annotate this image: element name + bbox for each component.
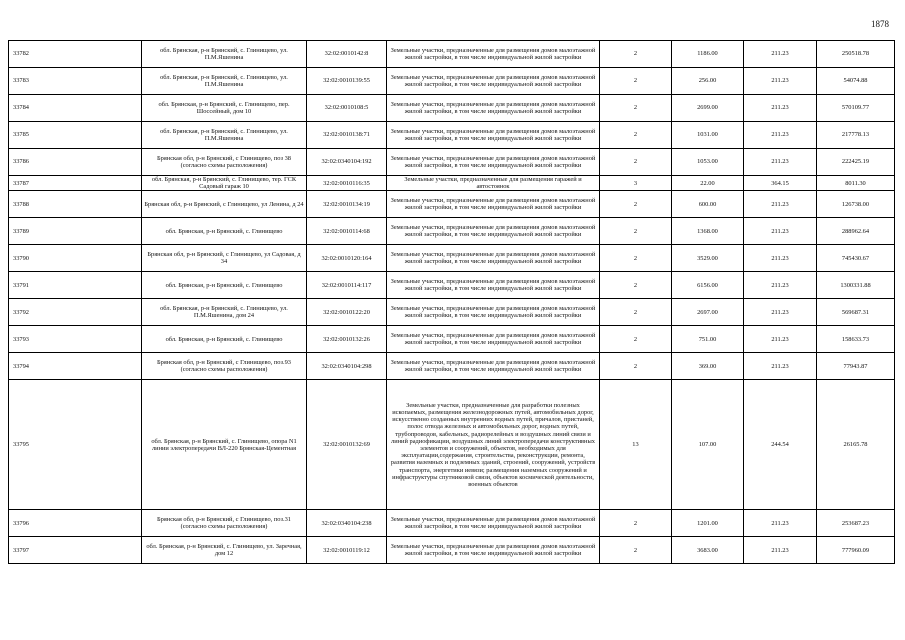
record-id: 33796 xyxy=(9,510,142,537)
record-id: 33793 xyxy=(9,326,142,353)
cadastral-value-cell: 217778.13 xyxy=(817,122,895,149)
land-use-cell: Земельные участки, предназначенные для размещения домов малоэтажной жилой застройки, в том числе индивидуальной жилой застройки xyxy=(387,41,600,68)
record-id: 33787 xyxy=(9,176,142,191)
address-cell: Брянская обл, р-н Брянский, с Глинищево, поз 38 (согласно схемы расположения) xyxy=(142,149,307,176)
table-row xyxy=(9,191,895,218)
table-row xyxy=(9,218,895,245)
land-use-cell: Земельные участки, предназначенные для размещения домов малоэтажной жилой застройки, в том числе индивидуальной жилой застройки xyxy=(387,191,600,218)
cadastral-value-cell: 8011.30 xyxy=(817,176,895,191)
group-cell: 3 xyxy=(600,176,672,191)
area-cell: 256.00 xyxy=(672,68,744,95)
cadastral-number-cell: 32:02:0010122:20 xyxy=(307,299,387,326)
area-cell: 1053.00 xyxy=(672,149,744,176)
rate-cell: 211.23 xyxy=(744,149,817,176)
group-cell: 2 xyxy=(600,191,672,218)
table-row xyxy=(9,149,895,176)
area-cell: 369.00 xyxy=(672,353,744,380)
record-id: 33792 xyxy=(9,299,142,326)
area-cell: 1368.00 xyxy=(672,218,744,245)
address-cell: обл. Брянская, р-н Брянский, с. Глинищево, тер. ГСК Садовый гараж 10 xyxy=(142,176,307,191)
address-cell: обл. Брянская, р-н Брянский, с. Глинищево, пер. Шоссейный, дом 10 xyxy=(142,95,307,122)
area-cell: 22.00 xyxy=(672,176,744,191)
rate-cell: 211.23 xyxy=(744,510,817,537)
area-cell: 2697.00 xyxy=(672,299,744,326)
cadastral-number-cell: 32:02:0010134:19 xyxy=(307,191,387,218)
table-row xyxy=(9,95,895,122)
table-row xyxy=(9,380,895,510)
area-cell: 600.00 xyxy=(672,191,744,218)
address-cell: обл. Брянская, р-н Брянский, с. Глинищево xyxy=(142,326,307,353)
table-row xyxy=(9,68,895,95)
cadastral-value-cell: 1300331.88 xyxy=(817,272,895,299)
address-cell: обл. Брянская, р-н Брянский, с. Глинищево, ул. П.М.Яшенина xyxy=(142,122,307,149)
group-cell: 2 xyxy=(600,299,672,326)
area-cell: 3529.00 xyxy=(672,245,744,272)
land-use-cell: Земельные участки, предназначенные для размещения домов малоэтажной жилой застройки, в том числе индивидуальной жилой застройки xyxy=(387,218,600,245)
group-cell: 2 xyxy=(600,122,672,149)
cadastral-number-cell: 32:02:0010132:69 xyxy=(307,380,387,510)
group-cell: 2 xyxy=(600,272,672,299)
address-cell: обл. Брянская, р-н Брянский, с. Глинищево, ул. П.М.Яшенина xyxy=(142,68,307,95)
record-id: 33790 xyxy=(9,245,142,272)
land-use-cell: Земельные участки, предназначенные для разработки полезных ископаемых, размещения железнодорожных путей, автомобильных дорог, искусственно созданных внутренних водных путей, причалов, пристаней, полос отвода железных и автомобильных дорог, водных путей, трубопроводов, кабельных, радиорелейных и воздушных линий связи и линий радиофикации, воздушных линий электропередачи конструктивных элементов и сооружений, объектов, необходимых для эксплуатации,содержания, строительства, реконструкции, ремонта, развития наземных и подземных зданий, строений, сооружений, устройств транспорта, энергетики иевязи; размещения наземных сооружений и инфраструктуры спутниковой связи, объектов космической деятельности, военных объектов xyxy=(387,380,600,510)
land-use-cell: Земельные участки, предназначенные для размещения домов малоэтажной жилой застройки, в том числе индивидуальной жилой застройки xyxy=(387,68,600,95)
record-id: 33784 xyxy=(9,95,142,122)
rate-cell: 211.23 xyxy=(744,41,817,68)
group-cell: 2 xyxy=(600,245,672,272)
group-cell: 2 xyxy=(600,95,672,122)
land-use-cell: Земельные участки, предназначенные для размещения домов малоэтажной жилой застройки, в том числе индивидуальной жилой застройки xyxy=(387,95,600,122)
address-cell: обл. Брянская, р-н Брянский, с. Глинищево, ул. П.М.Яшенина, дом 24 xyxy=(142,299,307,326)
cadastral-number-cell: 32:02:0010138:71 xyxy=(307,122,387,149)
address-cell: Брянская обл, р-н Брянский, с Глинищево, поз.93 (согласно схемы расположения) xyxy=(142,353,307,380)
table-row xyxy=(9,537,895,564)
table-row xyxy=(9,299,895,326)
area-cell: 1031.00 xyxy=(672,122,744,149)
cadastral-value-table xyxy=(8,40,895,564)
group-cell: 2 xyxy=(600,510,672,537)
rate-cell: 211.23 xyxy=(744,272,817,299)
record-id: 33782 xyxy=(9,41,142,68)
table-row xyxy=(9,176,895,191)
group-cell: 2 xyxy=(600,353,672,380)
group-cell: 13 xyxy=(600,380,672,510)
cadastral-value-cell: 222425.19 xyxy=(817,149,895,176)
rate-cell: 211.23 xyxy=(744,537,817,564)
table-row xyxy=(9,510,895,537)
address-cell: обл. Брянская, р-н Брянский, с. Глинищево, ул. Заречная, дом 12 xyxy=(142,537,307,564)
group-cell: 2 xyxy=(600,41,672,68)
cadastral-value-cell: 570109.77 xyxy=(817,95,895,122)
address-cell: обл. Брянская, р-н Брянский, с. Глинищево xyxy=(142,272,307,299)
cadastral-number-cell: 32:02:0010114:68 xyxy=(307,218,387,245)
page-number: 1878 xyxy=(871,19,889,29)
table-row xyxy=(9,272,895,299)
area-cell: 1201.00 xyxy=(672,510,744,537)
group-cell: 2 xyxy=(600,68,672,95)
rate-cell: 244.54 xyxy=(744,380,817,510)
table-row xyxy=(9,41,895,68)
address-cell: Брянская обл, р-н Брянский, с Глинищево, ул Ленина, д 24 xyxy=(142,191,307,218)
cadastral-value-cell: 158633.73 xyxy=(817,326,895,353)
cadastral-number-cell: 32:02:0010116:35 xyxy=(307,176,387,191)
cadastral-number-cell: 32:02:0340104:238 xyxy=(307,510,387,537)
table-body xyxy=(9,41,895,564)
rate-cell: 211.23 xyxy=(744,95,817,122)
land-use-cell: Земельные участки, предназначенные для размещения домов малоэтажной жилой застройки, в том числе индивидуальной жилой застройки xyxy=(387,122,600,149)
area-cell: 751.00 xyxy=(672,326,744,353)
rate-cell: 211.23 xyxy=(744,218,817,245)
record-id: 33786 xyxy=(9,149,142,176)
rate-cell: 211.23 xyxy=(744,245,817,272)
area-cell: 2699.00 xyxy=(672,95,744,122)
cadastral-value-cell: 250518.78 xyxy=(817,41,895,68)
land-use-cell: Земельные участки, предназначенные для размещения домов малоэтажной жилой застройки, в том числе индивидуальной жилой застройки xyxy=(387,245,600,272)
cadastral-value-cell: 126738.00 xyxy=(817,191,895,218)
area-cell: 6156.00 xyxy=(672,272,744,299)
record-id: 33791 xyxy=(9,272,142,299)
group-cell: 2 xyxy=(600,326,672,353)
land-use-cell: Земельные участки, предназначенные для размещения домов малоэтажной жилой застройки, в том числе индивидуальной жилой застройки xyxy=(387,510,600,537)
rate-cell: 211.23 xyxy=(744,122,817,149)
record-id: 33788 xyxy=(9,191,142,218)
land-use-cell: Земельные участки, предназначенные для размещения домов малоэтажной жилой застройки, в том числе индивидуальной жилой застройки xyxy=(387,272,600,299)
cadastral-number-cell: 32:02:0340104:192 xyxy=(307,149,387,176)
record-id: 33785 xyxy=(9,122,142,149)
rate-cell: 211.23 xyxy=(744,191,817,218)
rate-cell: 211.23 xyxy=(744,68,817,95)
cadastral-value-cell: 253687.23 xyxy=(817,510,895,537)
record-id: 33794 xyxy=(9,353,142,380)
land-use-cell: Земельные участки, предназначенные для размещения домов малоэтажной жилой застройки, в том числе индивидуальной жилой застройки xyxy=(387,299,600,326)
cadastral-value-cell: 745430.67 xyxy=(817,245,895,272)
cadastral-number-cell: 32:02:0010119:12 xyxy=(307,537,387,564)
table-row xyxy=(9,326,895,353)
cadastral-value-cell: 288962.64 xyxy=(817,218,895,245)
cadastral-value-cell: 54074.88 xyxy=(817,68,895,95)
address-cell: Брянская обл, р-н Брянский, с Глинищево, ул Садовая, д 34 xyxy=(142,245,307,272)
table-row xyxy=(9,353,895,380)
record-id: 33783 xyxy=(9,68,142,95)
rate-cell: 211.23 xyxy=(744,299,817,326)
rate-cell: 364.15 xyxy=(744,176,817,191)
cadastral-number-cell: 32:02:0340104:298 xyxy=(307,353,387,380)
area-cell: 107.00 xyxy=(672,380,744,510)
address-cell: обл. Брянская, р-н Брянский, с. Глинищево xyxy=(142,218,307,245)
cadastral-value-cell: 77943.87 xyxy=(817,353,895,380)
cadastral-value-cell: 569687.31 xyxy=(817,299,895,326)
cadastral-number-cell: 32:02:0010132:26 xyxy=(307,326,387,353)
address-cell: обл. Брянская, р-н Брянский, с. Глинищево, ул. П.М.Яшенина xyxy=(142,41,307,68)
area-cell: 3683.00 xyxy=(672,537,744,564)
land-use-cell: Земельные участки, предназначенные для размещения домов малоэтажной жилой застройки, в том числе индивидуальной жилой застройки xyxy=(387,353,600,380)
cadastral-number-cell: 32:02:0010142:8 xyxy=(307,41,387,68)
cadastral-number-cell: 32:02:0010120:164 xyxy=(307,245,387,272)
rate-cell: 211.23 xyxy=(744,353,817,380)
cadastral-value-cell: 777960.09 xyxy=(817,537,895,564)
land-use-cell: Земельные участки, предназначенные для размещения гаражей и автостоянок xyxy=(387,176,600,191)
group-cell: 2 xyxy=(600,218,672,245)
address-cell: Брянская обл, р-н Брянский, с Глинищево, поз.31 (согласно схемы расположения) xyxy=(142,510,307,537)
group-cell: 2 xyxy=(600,149,672,176)
rate-cell: 211.23 xyxy=(744,326,817,353)
cadastral-value-cell: 26165.78 xyxy=(817,380,895,510)
record-id: 33795 xyxy=(9,380,142,510)
cadastral-number-cell: 32:02:0010108:5 xyxy=(307,95,387,122)
record-id: 33789 xyxy=(9,218,142,245)
cadastral-number-cell: 32:02:0010139:55 xyxy=(307,68,387,95)
land-use-cell: Земельные участки, предназначенные для размещения домов малоэтажной жилой застройки, в том числе индивидуальной жилой застройки xyxy=(387,537,600,564)
address-cell: обл. Брянская, р-н Брянский, с. Глинищево, опора N1 линии электропередачи ВЛ-220 Брянская-Цементная xyxy=(142,380,307,510)
land-use-cell: Земельные участки, предназначенные для размещения домов малоэтажной жилой застройки, в том числе индивидуальной жилой застройки xyxy=(387,326,600,353)
land-use-cell: Земельные участки, предназначенные для размещения домов малоэтажной жилой застройки, в том числе индивидуальной жилой застройки xyxy=(387,149,600,176)
table-row xyxy=(9,245,895,272)
record-id: 33797 xyxy=(9,537,142,564)
area-cell: 1186.00 xyxy=(672,41,744,68)
table-row xyxy=(9,122,895,149)
cadastral-number-cell: 32:02:0010114:117 xyxy=(307,272,387,299)
group-cell: 2 xyxy=(600,537,672,564)
